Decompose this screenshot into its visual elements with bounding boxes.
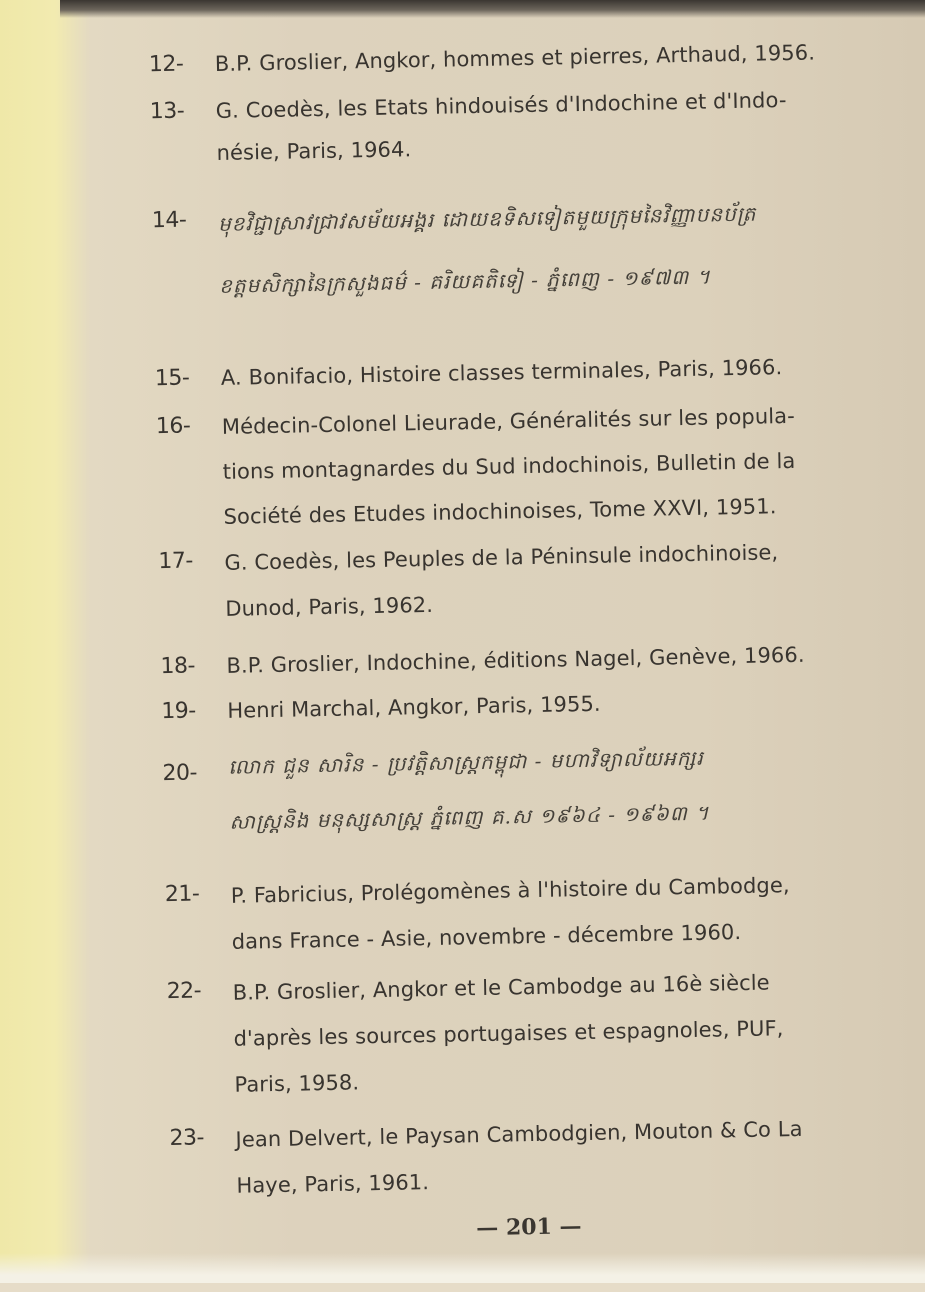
entry-line-khmer: មុខវិជ្ជាស្រាវជ្រាវសម័យអង្គរ ដោយឧទិសទៀតមួយក្រុមនៃវិញ្ញាបនប័ត្រ bbox=[217, 201, 757, 236]
entry-line: Médecin-Colonel Lieurade, Généralités sur les popula- bbox=[221, 403, 796, 439]
entry-line: Henri Marchal, Angkor, Paris, 1955. bbox=[227, 691, 601, 723]
entry-line: B.P. Groslier, Indochine, éditions Nagel, Genève, 1966. bbox=[226, 642, 805, 678]
entry-line: dans France - Asie, novembre - décembre 1960. bbox=[231, 920, 742, 954]
bibliography-entry-20 bbox=[162, 727, 884, 851]
entry-line-khmer: សាស្ត្រនិង មនុស្សសាស្ត្រ ភ្នំពេញ គ.ស ១៩៦៤ - ១៩៦៣ ។ bbox=[229, 800, 710, 834]
entry-line: Société des Etudes indochinoises, Tome XXVI, 1951. bbox=[223, 494, 777, 529]
bibliography-entry-17 bbox=[158, 527, 880, 633]
entry-line-khmer: ខត្តមសិក្សានៃក្រសួងធម៌ - គរិយគតិទៀ - ភ្នំពេញ - ១៩៧៣ ។ bbox=[218, 264, 711, 298]
entry-line-khmer: លោក ជួន សារិន - ប្រវត្តិសាស្ត្រកម្ពុជា - មហាវិទ្យាល័យអក្សរ bbox=[228, 745, 704, 779]
entry-number: 14- bbox=[151, 207, 187, 234]
bibliography-entry-23 bbox=[169, 1104, 891, 1210]
entry-number: 13- bbox=[149, 98, 185, 125]
entry-number: 15- bbox=[154, 365, 190, 392]
entry-line: B.P. Groslier, Angkor, hommes et pierres, Arthaud, 1956. bbox=[214, 40, 816, 76]
entry-line: B.P. Groslier, Angkor et le Cambodge au 16è siècle bbox=[232, 970, 770, 1005]
entry-line: G. Coedès, les Peuples de la Péninsule indochinoise, bbox=[224, 540, 779, 575]
entry-line: d'après les sources portugaises et espagnoles, PUF, bbox=[233, 1016, 784, 1051]
entry-line: Jean Delvert, le Paysan Cambodgien, Mouton & Co La bbox=[235, 1116, 803, 1152]
entry-line: G. Coedès, les Etats hindouisés d'Indochine et d'Indo- bbox=[215, 88, 787, 123]
entry-number: 17- bbox=[158, 548, 194, 575]
entry-number: 19- bbox=[161, 698, 196, 725]
entry-line: tions montagnardes du Sud indochinois, Bulletin de la bbox=[222, 448, 796, 484]
bibliography-entry-12 bbox=[149, 30, 870, 86]
bibliography-entry-16 bbox=[155, 392, 877, 541]
bibliography-entry-22 bbox=[166, 957, 889, 1109]
bibliography-entry-21 bbox=[164, 860, 886, 966]
entry-line: Paris, 1958. bbox=[234, 1070, 360, 1097]
bibliography-entry-13 bbox=[149, 77, 870, 175]
entry-number: 12- bbox=[148, 51, 184, 78]
bibliography-entry-15 bbox=[155, 344, 876, 400]
bibliography-entry-14 bbox=[151, 180, 873, 318]
entry-line: Haye, Paris, 1961. bbox=[236, 1170, 430, 1198]
entry-number: 16- bbox=[155, 413, 191, 440]
entry-line: A. Bonifacio, Histoire classes terminales, Paris, 1966. bbox=[220, 355, 783, 390]
entry-number: 21- bbox=[164, 881, 200, 908]
entry-line: Dunod, Paris, 1962. bbox=[225, 592, 434, 621]
entry-number: 23- bbox=[169, 1125, 205, 1152]
entry-line: nésie, Paris, 1964. bbox=[216, 137, 412, 165]
entry-line: P. Fabricius, Prolégomènes à l'histoire du Cambodge, bbox=[230, 873, 790, 908]
page-number: — 201 — bbox=[476, 1213, 582, 1242]
entry-number: 20- bbox=[162, 760, 198, 787]
entry-number: 18- bbox=[160, 653, 196, 680]
entry-number: 22- bbox=[166, 978, 202, 1005]
